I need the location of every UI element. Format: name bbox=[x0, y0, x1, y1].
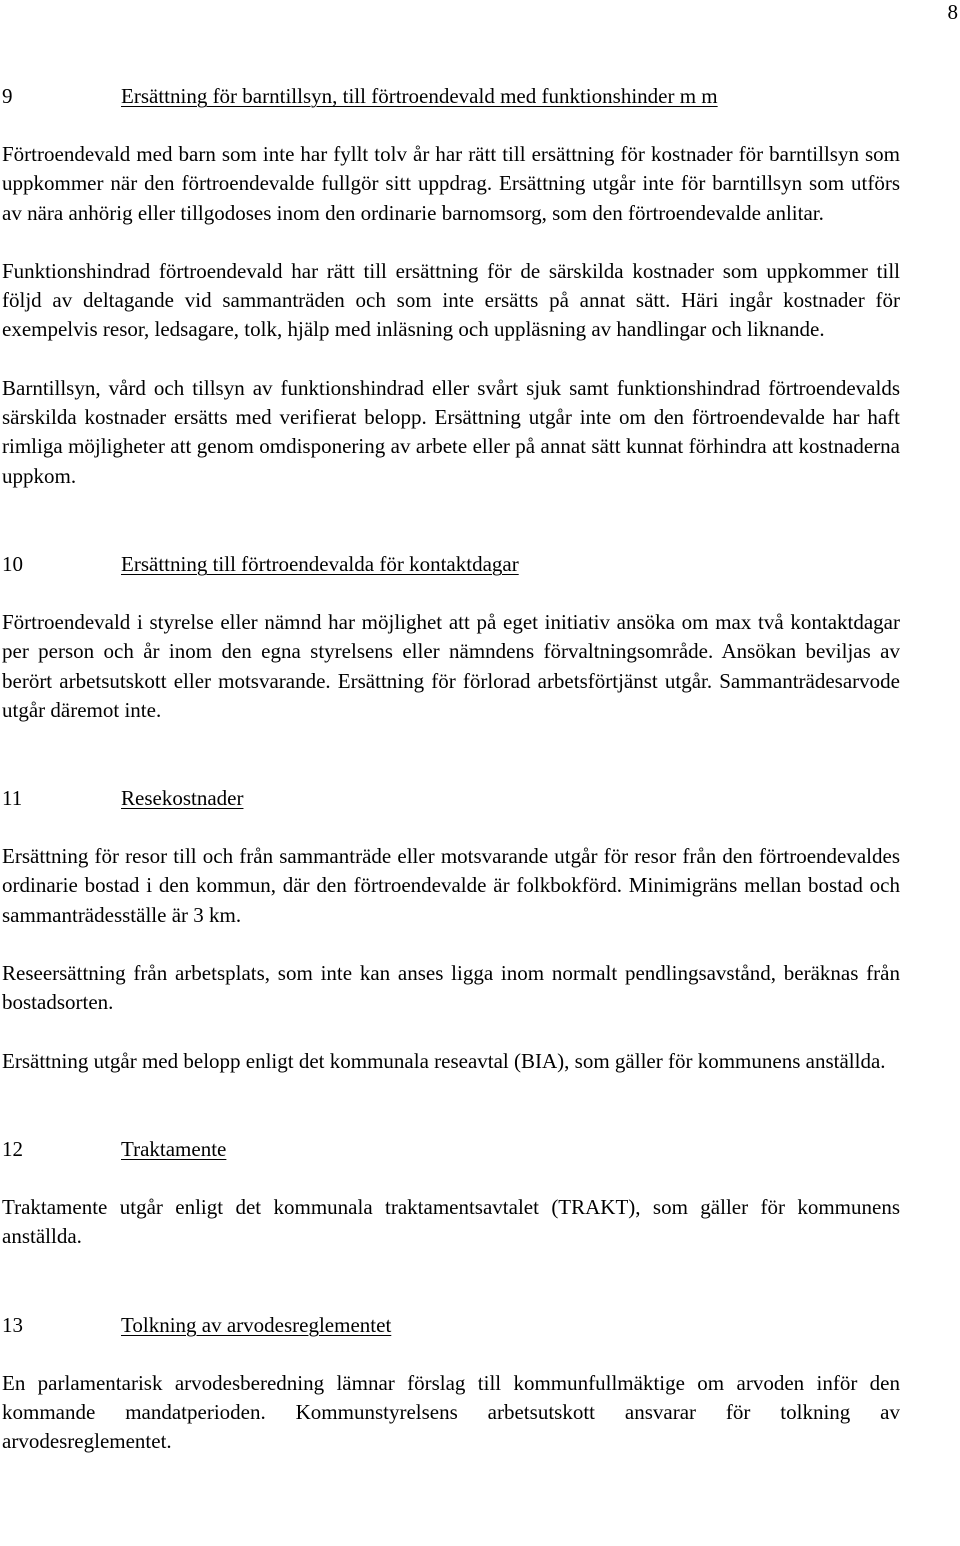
section-number: 13 bbox=[2, 1312, 23, 1337]
section-number: 12 bbox=[2, 1136, 23, 1161]
section-number: 11 bbox=[2, 786, 23, 811]
section-title: Tolkning av arvodesreglementet bbox=[121, 1312, 392, 1337]
section-title: Ersättning till förtroendevalda för kontaktdagar bbox=[121, 551, 519, 576]
section-heading bbox=[2, 550, 900, 579]
page-number: 8 bbox=[947, 0, 958, 24]
paragraph: En parlamentarisk arvodesberedning lämnar förslag till kommunfullmäktige om arvoden inför den kommande mandatperioden. Kommunstyrelsens arbetsutskott ansvarar för tolkning av arvodesreglementet. bbox=[2, 1370, 900, 1454]
section-heading bbox=[2, 784, 900, 813]
section-12 bbox=[2, 1135, 900, 1252]
document-body bbox=[2, 82, 900, 1456]
section-heading bbox=[2, 1135, 900, 1164]
section-title: Traktamente bbox=[121, 1136, 227, 1161]
section-title: Resekostnader bbox=[121, 786, 244, 811]
section-13 bbox=[2, 1311, 900, 1457]
section-title: Ersättning för barntillsyn, till förtroendevald med funktionshinder m m bbox=[121, 84, 718, 108]
paragraph: Reseersättning från arbetsplats, som inte kan anses ligga inom normalt pendlingsavstånd, beräknas från bostadsorten. bbox=[2, 961, 900, 1015]
paragraph: Förtroendevald med barn som inte har fyllt tolv år har rätt till ersättning för kostnader för barntillsyn som uppkommer när den förtroendevalde fullgör sitt uppdrag. Ersättning utgår inte för barntillsyn som utförs av nära anhörig eller tillgodoses inom den ordinarie barnomsorg, som den förtroendevalde anlitar. bbox=[2, 142, 900, 225]
paragraph: Förtroendevald i styrelse eller nämnd har möjlighet att på eget initiativ ansöka om max två kontaktdagar per person och år inom den egna styrelsens eller nämndens förvaltningsområde. Ansökan beviljas av berört arbetsutskott eller motsvarande. Ersättning för förlorad arbetsförtjänst utgår. Sammanträdesarvode utgår däremot inte. bbox=[2, 609, 900, 722]
paragraph: Barntillsyn, vård och tillsyn av funktionshindrad eller svårt sjuk samt funktionshindrad förtroendevalds särskilda kostnader ersätts med verifierat belopp. Ersättning utgår inte om den förtroendevalde har haft rimliga möjligheter att genom omdisponering av arbete eller på annat sätt kunnat förhindra att kostnaderna uppkom. bbox=[2, 375, 900, 488]
section-number: 10 bbox=[2, 551, 23, 576]
section-heading bbox=[2, 82, 900, 111]
paragraph: Ersättning utgår med belopp enligt det kommunala reseavtal (BIA), som gäller för kommunens anställda. bbox=[2, 1048, 886, 1073]
section-11 bbox=[2, 784, 900, 1076]
paragraph: Ersättning för resor till och från sammanträde eller motsvarande utgår för resor från den förtroendevaldes ordinarie bostad i den kommun, där den förtroendevalde är folkbokförd. Minimigräns mellan bostad och sammanträdesställe är 3 km. bbox=[2, 844, 900, 927]
section-number: 9 bbox=[2, 84, 13, 108]
section-heading bbox=[2, 1311, 900, 1340]
section-9 bbox=[2, 82, 900, 491]
section-10 bbox=[2, 550, 900, 725]
paragraph: Traktamente utgår enligt det kommunala traktamentsavtalet (TRAKT), som gäller för kommunens anställda. bbox=[2, 1194, 900, 1249]
paragraph: Funktionshindrad förtroendevald har rätt till ersättning för de särskilda kostnader som uppkommer till följd av deltagande vid sammanträden och som inte ersätts på annat sätt. Häri ingår kostnader för exempelvis resor, ledsagare, tolk, hjälp med inläsning och uppläsning av handlingar och liknande. bbox=[2, 258, 900, 342]
